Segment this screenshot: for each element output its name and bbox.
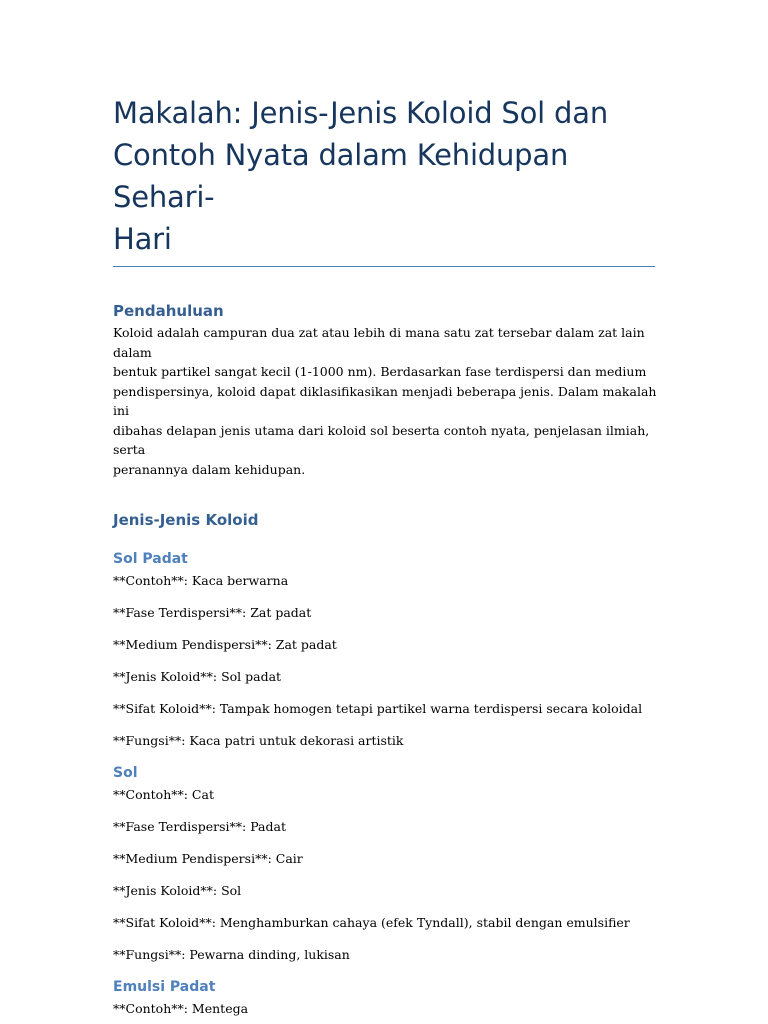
title-line: Hari [113,222,172,256]
section-heading: Sol [113,765,138,781]
list-item: **Contoh**: Mentega [113,1001,249,1016]
list-item: **Jenis Koloid**: Sol padat [113,669,282,684]
title-line: Contoh Nyata dalam Kehidupan Sehari- [113,138,569,214]
list-item: **Fungsi**: Kaca patri untuk dekorasi artistik [113,733,404,748]
list-item: **Jenis Koloid**: Sol [113,883,242,898]
section-heading: Emulsi Padat [113,979,216,995]
intro-line: Koloid adalah campuran dua zat atau lebih di mana satu zat tersebar dalam zat lain dalam [113,325,645,360]
list-item: **Sifat Koloid**: Menghamburkan cahaya (efek Tyndall), stabil dengan emulsifier [113,915,630,930]
section-sol-padat [113,549,668,751]
document-title [113,92,668,266]
section-sol [113,763,668,965]
section-emulsi-padat [113,977,668,1019]
list-item: **Fungsi**: Pewarna dinding, lukisan [113,947,350,962]
intro-line: dibahas delapan jenis utama dari koloid sol beserta contoh nyata, penjelasan ilmiah, serta [113,422,650,457]
list-item: **Medium Pendispersi**: Zat padat [113,637,337,652]
title-underline [113,266,655,267]
list-item: **Sifat Koloid**: Tampak homogen tetapi partikel warna terdispersi secara koloidal [113,701,643,716]
intro-line: peranannya dalam kehidupan. [113,461,306,477]
intro-line: pendispersinya, koloid dapat diklasifikasikan menjadi beberapa jenis. Dalam makalah ini [113,383,657,418]
list-item: **Medium Pendispersi**: Cair [113,851,303,866]
list-item: **Fase Terdispersi**: Padat [113,819,286,834]
intro-heading: Pendahuluan [113,302,224,320]
types-heading: Jenis-Jenis Koloid [113,511,259,529]
list-item: **Contoh**: Kaca berwarna [113,573,289,588]
list-item: **Contoh**: Cat [113,787,214,802]
intro-line: bentuk partikel sangat kecil (1-1000 nm). Berdasarkan fase terdispersi dan medium [113,364,647,379]
list-item: **Fase Terdispersi**: Zat padat [113,605,312,620]
section-heading: Sol Padat [113,551,188,567]
intro-paragraph [113,323,658,479]
title-line: Makalah: Jenis-Jenis Koloid Sol dan [113,96,609,130]
